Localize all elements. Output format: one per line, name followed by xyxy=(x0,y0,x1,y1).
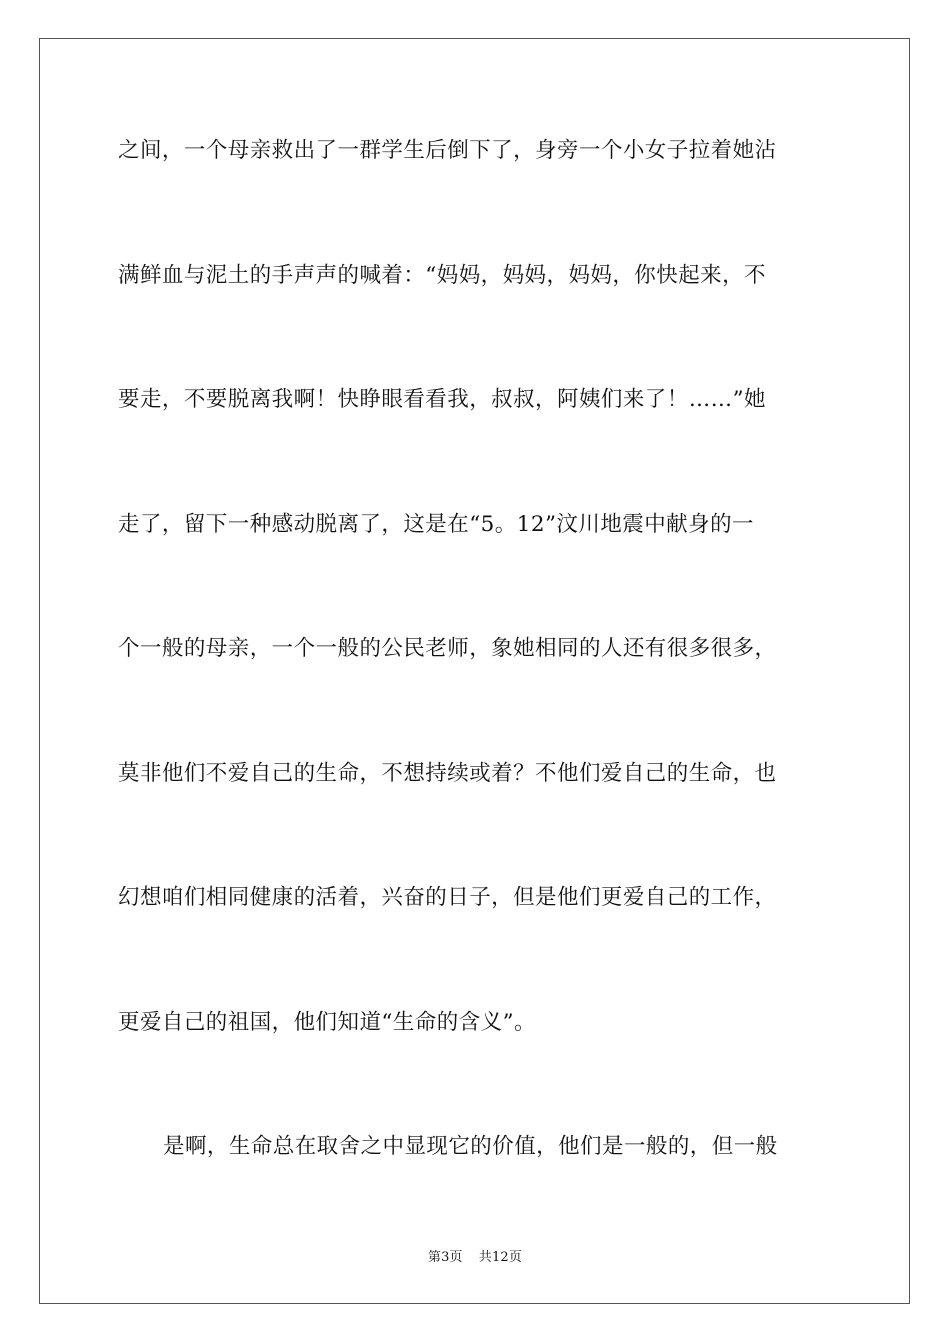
document-body xyxy=(118,124,834,1245)
page-footer xyxy=(0,1246,950,1265)
text-line: 个一般的母亲，一个一般的公民老师，象她相同的人还有很多很多， xyxy=(118,636,777,661)
text-line: 幻想咱们相同健康的活着，兴奋的日子，但是他们更爱自己的工作， xyxy=(118,885,777,910)
text-line: 满鲜血与泥土的手声声的喊着：“妈妈，妈妈，妈妈，你快起来，不 xyxy=(118,262,766,288)
page-number: 第3页 xyxy=(427,1250,463,1265)
text-line: 之间，一个母亲救出了一群学生后倒下了，身旁一个小女子拉着她沾 xyxy=(118,138,777,163)
page-total: 共12页 xyxy=(478,1250,523,1265)
text-line: 要走，不要脱离我啊！快睁眼看看我，叔叔，阿姨们来了！……”她 xyxy=(118,387,766,412)
text-line: 更爱自己的祖国，他们知道“生命的含义”。 xyxy=(118,1009,536,1035)
text-line: 走了，留下一种感动脱离了，这是在“5。12”汶川地震中献身的一 xyxy=(118,511,754,537)
text-line: 莫非他们不爱自己的生命，不想持续或着？不他们爱自己的生命，也 xyxy=(118,760,777,786)
text-line-paragraph-start: 是啊，生命总在取舍之中显现它的价值，他们是一般的，但一般 xyxy=(163,1134,778,1159)
